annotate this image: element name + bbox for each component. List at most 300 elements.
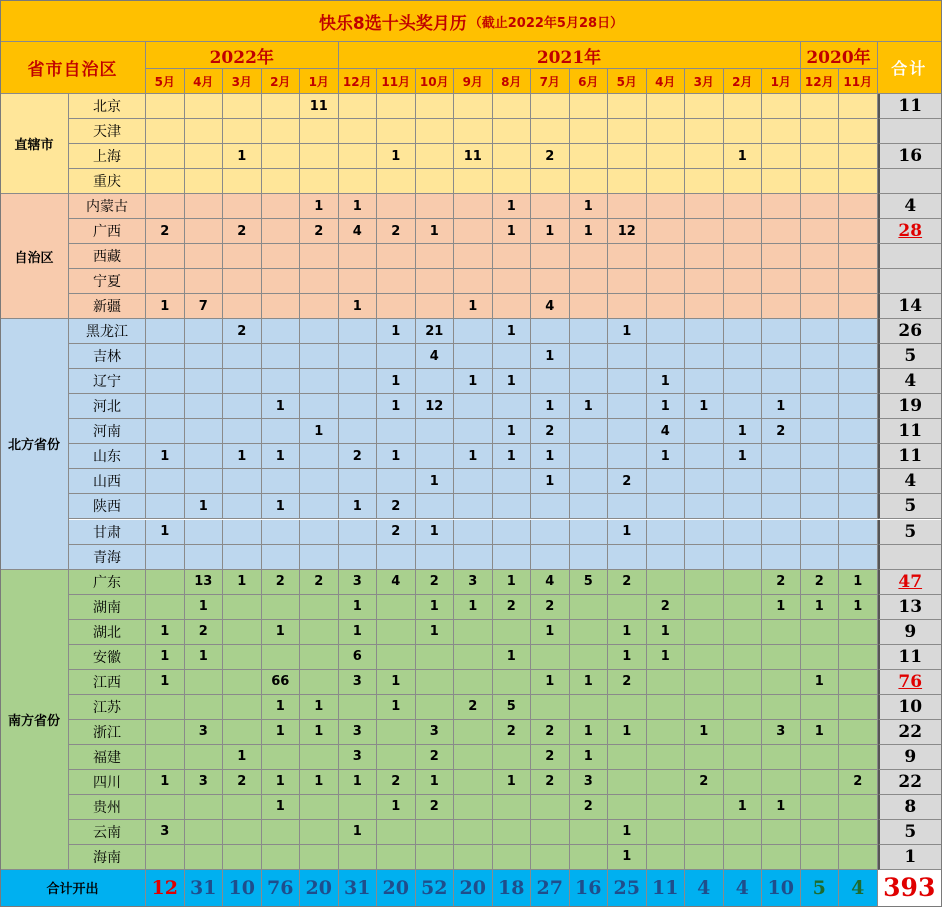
month-count-cell	[454, 219, 493, 244]
province-name: 西藏	[69, 244, 146, 269]
month-count-cell	[185, 419, 224, 444]
month-count-cell	[801, 369, 840, 394]
month-count-cell	[262, 419, 301, 444]
month-count-cell	[762, 369, 801, 394]
month-total: 4	[724, 870, 763, 907]
month-count-cell: 1	[801, 720, 840, 745]
month-count-cell	[493, 670, 532, 695]
month-count-cell	[608, 419, 647, 444]
month-total: 5	[801, 870, 840, 907]
month-count-cell	[339, 469, 378, 494]
month-count-cell	[839, 269, 878, 294]
month-count-cell	[416, 645, 455, 670]
month-count-cell: 1	[647, 620, 686, 645]
group-label: 直辖市	[0, 94, 69, 194]
month-count-cell	[416, 845, 455, 870]
month-count-cell	[146, 144, 185, 169]
month-count-cell	[185, 319, 224, 344]
month-count-cell	[531, 119, 570, 144]
province-total: 4	[878, 469, 942, 494]
month-count-cell: 1	[377, 795, 416, 820]
month-count-cell	[570, 494, 609, 519]
month-count-cell	[300, 820, 339, 845]
month-count-cell	[339, 169, 378, 194]
month-count-cell: 1	[223, 745, 262, 770]
month-count-cell: 3	[146, 820, 185, 845]
month-count-cell	[223, 845, 262, 870]
month-count-cell: 1	[339, 820, 378, 845]
month-count-cell	[647, 695, 686, 720]
month-count-cell	[570, 545, 609, 570]
month-count-cell	[570, 520, 609, 545]
province-total: 28	[878, 219, 942, 244]
month-count-cell	[416, 194, 455, 219]
month-count-cell	[493, 820, 532, 845]
month-count-cell	[146, 169, 185, 194]
month-count-cell	[339, 244, 378, 269]
month-count-cell: 1	[262, 770, 301, 795]
month-count-cell	[339, 119, 378, 144]
month-count-cell: 1	[185, 645, 224, 670]
month-count-cell: 2	[377, 770, 416, 795]
month-count-cell: 1	[146, 294, 185, 319]
month-count-cell	[839, 119, 878, 144]
month-count-cell: 1	[339, 595, 378, 620]
month-count-cell	[339, 144, 378, 169]
month-count-cell	[762, 219, 801, 244]
month-total: 11	[647, 870, 686, 907]
month-count-cell	[801, 545, 840, 570]
month-count-cell	[801, 795, 840, 820]
month-count-cell: 1	[377, 144, 416, 169]
month-count-cell	[839, 444, 878, 469]
month-count-cell: 2	[416, 745, 455, 770]
month-count-cell	[262, 319, 301, 344]
province-total: 19	[878, 394, 942, 419]
month-count-cell	[223, 244, 262, 269]
month-count-cell	[685, 369, 724, 394]
month-count-cell	[762, 344, 801, 369]
month-count-cell: 1	[685, 720, 724, 745]
month-count-cell	[839, 169, 878, 194]
month-count-cell	[454, 645, 493, 670]
province-name: 河北	[69, 394, 146, 419]
month-count-cell	[801, 344, 840, 369]
month-count-cell: 2	[339, 444, 378, 469]
month-header: 2月	[724, 69, 763, 94]
month-count-cell	[223, 820, 262, 845]
month-count-cell	[493, 94, 532, 119]
province-total	[878, 244, 942, 269]
month-count-cell	[223, 795, 262, 820]
month-header: 3月	[685, 69, 724, 94]
month-count-cell	[377, 294, 416, 319]
month-count-cell: 1	[493, 194, 532, 219]
month-count-cell	[262, 294, 301, 319]
month-count-cell: 1	[531, 444, 570, 469]
month-count-cell	[724, 94, 763, 119]
month-count-cell	[685, 419, 724, 444]
month-count-cell	[146, 244, 185, 269]
month-count-cell	[223, 670, 262, 695]
month-count-cell	[262, 369, 301, 394]
month-count-cell: 2	[531, 770, 570, 795]
month-count-cell	[801, 194, 840, 219]
month-header: 5月	[608, 69, 647, 94]
month-count-cell	[685, 820, 724, 845]
month-count-cell	[493, 469, 532, 494]
month-count-cell	[608, 269, 647, 294]
month-count-cell	[724, 494, 763, 519]
month-count-cell	[839, 795, 878, 820]
month-count-cell	[570, 319, 609, 344]
month-count-cell	[416, 369, 455, 394]
month-count-cell	[608, 144, 647, 169]
month-count-cell	[146, 319, 185, 344]
month-count-cell	[416, 294, 455, 319]
month-count-cell	[223, 720, 262, 745]
month-count-cell: 1	[262, 695, 301, 720]
month-count-cell	[300, 595, 339, 620]
month-count-cell	[223, 419, 262, 444]
month-count-cell	[724, 219, 763, 244]
month-count-cell	[300, 294, 339, 319]
month-count-cell	[762, 469, 801, 494]
province-total	[878, 545, 942, 570]
month-count-cell: 1	[146, 444, 185, 469]
month-count-cell	[724, 269, 763, 294]
month-count-cell: 1	[647, 394, 686, 419]
province-name: 河南	[69, 419, 146, 444]
month-count-cell: 1	[300, 194, 339, 219]
month-count-cell	[146, 545, 185, 570]
month-count-cell	[724, 194, 763, 219]
month-count-cell: 2	[300, 219, 339, 244]
month-count-cell	[493, 745, 532, 770]
province-name: 江西	[69, 670, 146, 695]
month-count-cell: 1	[339, 770, 378, 795]
month-count-cell	[839, 494, 878, 519]
month-count-cell: 1	[647, 369, 686, 394]
month-count-cell: 1	[724, 444, 763, 469]
month-count-cell: 3	[185, 770, 224, 795]
month-count-cell	[570, 144, 609, 169]
month-count-cell	[339, 344, 378, 369]
month-count-cell: 1	[493, 770, 532, 795]
month-count-cell: 2	[223, 319, 262, 344]
month-count-cell	[570, 344, 609, 369]
month-count-cell: 1	[570, 394, 609, 419]
month-header: 11月	[839, 69, 878, 94]
month-total: 12	[146, 870, 185, 907]
month-count-cell	[531, 169, 570, 194]
month-count-cell	[839, 244, 878, 269]
month-count-cell	[762, 94, 801, 119]
title-text: 快乐8选十头奖月历	[318, 13, 467, 34]
month-count-cell	[531, 94, 570, 119]
month-count-cell	[801, 770, 840, 795]
month-count-cell	[185, 520, 224, 545]
month-count-cell	[801, 620, 840, 645]
month-count-cell: 2	[570, 795, 609, 820]
month-count-cell	[724, 720, 763, 745]
month-count-cell	[262, 545, 301, 570]
province-name: 新疆	[69, 294, 146, 319]
month-count-cell	[839, 820, 878, 845]
month-count-cell	[223, 369, 262, 394]
province-name: 云南	[69, 820, 146, 845]
month-count-cell	[185, 144, 224, 169]
month-count-cell	[185, 94, 224, 119]
month-count-cell	[377, 820, 416, 845]
month-count-cell	[801, 244, 840, 269]
month-count-cell: 1	[146, 670, 185, 695]
month-count-cell: 1	[647, 645, 686, 670]
month-count-cell	[223, 269, 262, 294]
month-count-cell	[493, 169, 532, 194]
month-count-cell	[839, 545, 878, 570]
month-count-cell	[416, 820, 455, 845]
month-count-cell	[493, 845, 532, 870]
province-name: 湖北	[69, 620, 146, 645]
province-name: 甘肃	[69, 520, 146, 545]
month-count-cell	[801, 119, 840, 144]
month-count-cell	[454, 119, 493, 144]
year-header: 2022年	[146, 42, 339, 69]
month-count-cell	[685, 845, 724, 870]
month-count-cell	[839, 695, 878, 720]
month-count-cell	[647, 219, 686, 244]
month-count-cell	[724, 620, 763, 645]
province-total: 13	[878, 595, 942, 620]
month-count-cell	[647, 770, 686, 795]
province-total: 11	[878, 645, 942, 670]
province-name: 广西	[69, 219, 146, 244]
month-count-cell	[647, 845, 686, 870]
province-name: 天津	[69, 119, 146, 144]
month-count-cell	[262, 845, 301, 870]
month-count-cell	[801, 520, 840, 545]
month-count-cell	[416, 94, 455, 119]
month-count-cell	[454, 720, 493, 745]
month-total: 18	[493, 870, 532, 907]
month-count-cell	[801, 219, 840, 244]
month-count-cell	[339, 845, 378, 870]
month-count-cell	[801, 645, 840, 670]
month-count-cell: 1	[377, 394, 416, 419]
month-count-cell: 1	[262, 720, 301, 745]
month-total: 31	[339, 870, 378, 907]
month-count-cell: 1	[339, 194, 378, 219]
month-count-cell: 1	[146, 770, 185, 795]
month-count-cell: 1	[493, 369, 532, 394]
month-count-cell	[762, 695, 801, 720]
month-count-cell	[223, 119, 262, 144]
month-total: 4	[839, 870, 878, 907]
month-count-cell	[647, 670, 686, 695]
month-count-cell	[223, 545, 262, 570]
month-count-cell	[839, 745, 878, 770]
month-count-cell	[685, 745, 724, 770]
month-count-cell	[300, 545, 339, 570]
month-count-cell	[493, 144, 532, 169]
month-count-cell	[608, 119, 647, 144]
month-count-cell: 2	[262, 570, 301, 595]
month-count-cell	[685, 645, 724, 670]
month-count-cell: 1	[493, 319, 532, 344]
month-count-cell	[146, 595, 185, 620]
month-count-cell: 2	[608, 570, 647, 595]
month-count-cell: 12	[608, 219, 647, 244]
month-count-cell	[416, 119, 455, 144]
month-count-cell	[493, 119, 532, 144]
month-count-cell: 1	[531, 620, 570, 645]
month-count-cell	[685, 294, 724, 319]
month-count-cell	[531, 520, 570, 545]
month-count-cell	[762, 169, 801, 194]
month-count-cell	[377, 545, 416, 570]
month-count-cell	[570, 469, 609, 494]
province-total: 76	[878, 670, 942, 695]
month-total: 20	[300, 870, 339, 907]
month-count-cell	[531, 269, 570, 294]
month-count-cell: 7	[185, 294, 224, 319]
month-count-cell: 1	[839, 595, 878, 620]
month-count-cell	[608, 695, 647, 720]
month-count-cell	[647, 269, 686, 294]
month-count-cell	[223, 94, 262, 119]
month-header: 9月	[454, 69, 493, 94]
month-count-cell	[185, 219, 224, 244]
month-header: 7月	[531, 69, 570, 94]
month-count-cell: 1	[223, 144, 262, 169]
month-count-cell	[531, 369, 570, 394]
month-count-cell	[146, 745, 185, 770]
month-total: 10	[223, 870, 262, 907]
month-total: 31	[185, 870, 224, 907]
month-count-cell	[685, 670, 724, 695]
month-count-cell	[454, 319, 493, 344]
month-count-cell	[685, 219, 724, 244]
month-count-cell: 1	[493, 219, 532, 244]
month-count-cell	[801, 419, 840, 444]
month-count-cell	[300, 469, 339, 494]
month-count-cell	[223, 494, 262, 519]
month-count-cell: 1	[377, 670, 416, 695]
month-count-cell	[647, 720, 686, 745]
month-count-cell	[724, 645, 763, 670]
month-count-cell	[801, 94, 840, 119]
province-name: 重庆	[69, 169, 146, 194]
month-count-cell	[416, 269, 455, 294]
month-count-cell	[262, 169, 301, 194]
month-count-cell	[300, 144, 339, 169]
province-total: 5	[878, 494, 942, 519]
month-count-cell	[146, 94, 185, 119]
month-count-cell	[146, 269, 185, 294]
month-count-cell	[570, 695, 609, 720]
month-count-cell	[724, 294, 763, 319]
month-count-cell	[300, 620, 339, 645]
month-count-cell	[801, 169, 840, 194]
month-total: 16	[570, 870, 609, 907]
month-count-cell: 1	[608, 720, 647, 745]
province-total: 11	[878, 94, 942, 119]
month-count-cell	[300, 369, 339, 394]
month-count-cell	[724, 545, 763, 570]
month-count-cell: 1	[339, 620, 378, 645]
month-count-cell	[608, 745, 647, 770]
province-name: 宁夏	[69, 269, 146, 294]
month-count-cell	[647, 144, 686, 169]
month-count-cell	[608, 595, 647, 620]
month-count-cell	[839, 369, 878, 394]
month-count-cell	[454, 795, 493, 820]
month-total: 20	[377, 870, 416, 907]
month-count-cell	[223, 194, 262, 219]
month-count-cell	[801, 294, 840, 319]
month-count-cell: 1	[493, 645, 532, 670]
province-total: 5	[878, 520, 942, 545]
month-count-cell	[454, 394, 493, 419]
group-label: 自治区	[0, 194, 69, 319]
month-count-cell	[146, 845, 185, 870]
month-count-cell: 1	[377, 444, 416, 469]
month-count-cell	[801, 444, 840, 469]
month-count-cell	[454, 545, 493, 570]
month-count-cell	[300, 494, 339, 519]
month-header: 12月	[339, 69, 378, 94]
footer-label: 合计开出	[0, 870, 146, 907]
month-header: 8月	[493, 69, 532, 94]
month-count-cell	[493, 344, 532, 369]
month-count-cell	[801, 269, 840, 294]
month-count-cell	[454, 520, 493, 545]
month-count-cell	[724, 394, 763, 419]
month-count-cell	[339, 695, 378, 720]
month-count-cell	[724, 670, 763, 695]
month-count-cell	[762, 620, 801, 645]
month-count-cell: 3	[570, 770, 609, 795]
province-name: 陕西	[69, 494, 146, 519]
month-count-cell	[647, 119, 686, 144]
month-count-cell	[762, 294, 801, 319]
month-count-cell	[454, 344, 493, 369]
month-count-cell	[416, 244, 455, 269]
month-count-cell	[531, 845, 570, 870]
month-count-cell	[146, 344, 185, 369]
month-count-cell	[300, 795, 339, 820]
month-count-cell: 2	[608, 670, 647, 695]
month-count-cell	[416, 144, 455, 169]
month-count-cell	[493, 620, 532, 645]
month-count-cell: 1	[570, 670, 609, 695]
month-count-cell	[685, 94, 724, 119]
month-count-cell	[608, 244, 647, 269]
month-count-cell	[839, 419, 878, 444]
month-count-cell	[454, 194, 493, 219]
province-total: 5	[878, 820, 942, 845]
month-count-cell	[724, 244, 763, 269]
month-count-cell: 1	[223, 444, 262, 469]
month-count-cell	[416, 419, 455, 444]
month-count-cell	[300, 244, 339, 269]
month-count-cell	[377, 745, 416, 770]
month-count-cell	[339, 369, 378, 394]
month-count-cell: 3	[416, 720, 455, 745]
month-count-cell	[377, 720, 416, 745]
month-count-cell: 1	[608, 845, 647, 870]
